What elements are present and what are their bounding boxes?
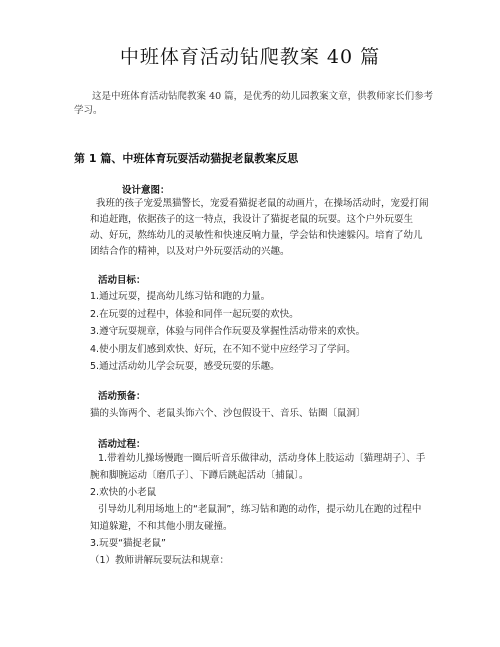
goals-list (90, 288, 440, 376)
process-list (90, 450, 430, 569)
document-title: 中班体育活动钻爬教案 40 篇 (119, 46, 381, 68)
list-item: 3.遵守玩耍规章，体验与同伴合作玩耍及掌握性活动带来的欢快。 (90, 326, 366, 337)
design-paragraph: 我班的孩子宠爱黑猫警长，宠爱看猫捉老鼠的动画片，在操场活动时，宠爱打闹和追赶跑，依据孩子的这一特点，我设计了猫捉老鼠的玩耍。这个户外玩耍生动、好玩，熬练幼儿的灵敏性和快速反响力量，学会钻和快速躲闪。培育了幼儿团结合作的精神，以及对户外玩耍活动的兴趣。 (90, 198, 429, 257)
list-item: 4.使小朋友们感到欢快、好玩，在不知不觉中应经学习了学问。 (90, 343, 356, 355)
intro-paragraph: 这是中班体育活动钻爬教案 40 篇，是优秀的幼儿园教案文章，供教师家长们参考学习。 (74, 91, 434, 116)
list-item: （1）教师讲解玩耍玩法和规章： (90, 555, 230, 566)
list-item: 2.欢快的小老鼠 (90, 487, 157, 498)
prep-text: 猫的头饰两个、老鼠头饰六个、沙包假设干、音乐、钻圈〔鼠洞〕 (90, 408, 366, 419)
list-item: 5.通过活动幼儿学会玩耍，感受玩耍的乐趣。 (90, 361, 280, 372)
list-item: 2.在玩耍的过程中，体验和同伴一起玩耍的欢快。 (90, 308, 299, 320)
prep-title: 活动预备： (98, 391, 146, 402)
goals-title: 活动目标： (98, 275, 146, 286)
list-item: 1.带着幼儿操场慢跑一圈后听音乐做律动，活动身体上肢运动〔猫理胡子〕、手腕和脚腕运动〔磨爪子〕、下蹲后跳起活动〔捕鼠〕。 (90, 453, 426, 481)
section-heading: 第 1 篇、中班体育玩耍活动猫捉老鼠教案反思 (74, 152, 299, 165)
list-item: 引导幼儿利用场地上的“老鼠洞”，练习钻和跑的动作，提示幼儿在跑的过程中知道躲避，不和其他小朋友碰撞。 (90, 504, 422, 532)
process-title: 活动过程： (98, 439, 146, 450)
list-item: 3.玩耍“猫捉老鼠” (90, 538, 166, 549)
list-item: 1.通过玩耍，提高幼儿练习钻和跑的力量。 (90, 291, 271, 302)
design-title: 设计意图： (122, 185, 170, 196)
